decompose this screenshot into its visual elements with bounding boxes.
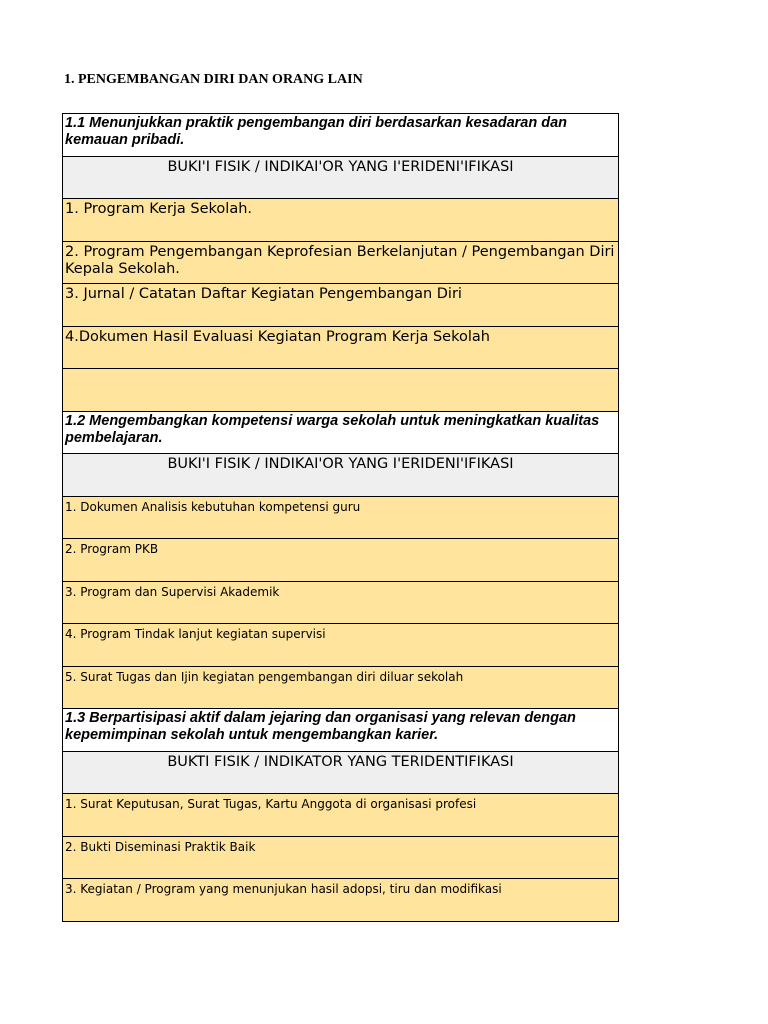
section-2-heading-row [63, 411, 619, 454]
table-row [63, 581, 619, 624]
table-row [63, 539, 619, 582]
section-3-item-2: 2. Bukti Diseminasi Praktik Baik [63, 836, 619, 879]
document-title: 1. PENGEMBANGAN DIRI DAN ORANG LAIN [64, 72, 363, 87]
section-2-heading: 1.2 Mengembangkan kompetensi warga sekolah untuk meningkatkan kualitas pembelajaran. [63, 411, 619, 454]
section-1-heading-row [63, 114, 619, 157]
table-row [63, 496, 619, 539]
section-3-column-header: BUKTI FISIK / INDIKATOR YANG TERIDENTIFIKASI [63, 751, 619, 794]
section-3-heading-row [63, 709, 619, 752]
section-2-item-5: 5. Surat Tugas dan Ijin kegiatan pengembangan diri diluar sekolah [63, 666, 619, 709]
section-3-item-3: 3. Kegiatan / Program yang menunjukan hasil adopsi, tiru dan modifikasi [63, 879, 619, 922]
section-2-item-1: 1. Dokumen Analisis kebutuhan kompetensi guru [63, 496, 619, 539]
section-2-item-4: 4. Program Tindak lanjut kegiatan supervisi [63, 624, 619, 667]
section-3-heading: 1.3 Berpartisipasi aktif dalam jejaring dan organisasi yang relevan dengan kepemimpinan sekolah untuk mengembangkan karier. [63, 709, 619, 752]
section-1-item-empty [63, 369, 619, 412]
table-row [63, 666, 619, 709]
section-1-heading: 1.1 Menunjukkan praktik pengembangan diri berdasarkan kesadaran dan kemauan pribadi. [63, 114, 619, 157]
section-1-item-4: 4.Dokumen Hasil Evaluasi Kegiatan Program Kerja Sekolah [63, 326, 619, 369]
table-row [63, 624, 619, 667]
section-3-header-row [63, 751, 619, 794]
table-row [63, 836, 619, 879]
table-row [63, 369, 619, 412]
section-2-item-2: 2. Program PKB [63, 539, 619, 582]
section-2-header-row [63, 454, 619, 497]
section-3-item-1: 1. Surat Keputusan, Surat Tugas, Kartu Anggota di organisasi profesi [63, 794, 619, 837]
section-1-header-row [63, 156, 619, 199]
table-row [63, 199, 619, 242]
section-1-item-3: 3. Jurnal / Catatan Daftar Kegiatan Pengembangan Diri [63, 284, 619, 327]
table-row [63, 241, 619, 284]
evidence-table [62, 113, 619, 922]
section-2-item-3: 3. Program dan Supervisi Akademik [63, 581, 619, 624]
section-1-column-header: BUKI'I FISIK / INDIKAI'OR YANG I'ERIDENI'IFIKASI [63, 156, 619, 199]
table-row [63, 326, 619, 369]
section-1-item-1: 1. Program Kerja Sekolah. [63, 199, 619, 242]
section-1-item-2: 2. Program Pengembangan Keprofesian Berkelanjutan / Pengembangan Diri Kepala Sekolah. [63, 241, 619, 284]
table-row [63, 284, 619, 327]
section-2-column-header: BUKI'I FISIK / INDIKAI'OR YANG I'ERIDENI'IFIKASI [63, 454, 619, 497]
table-row [63, 879, 619, 922]
table-row [63, 794, 619, 837]
